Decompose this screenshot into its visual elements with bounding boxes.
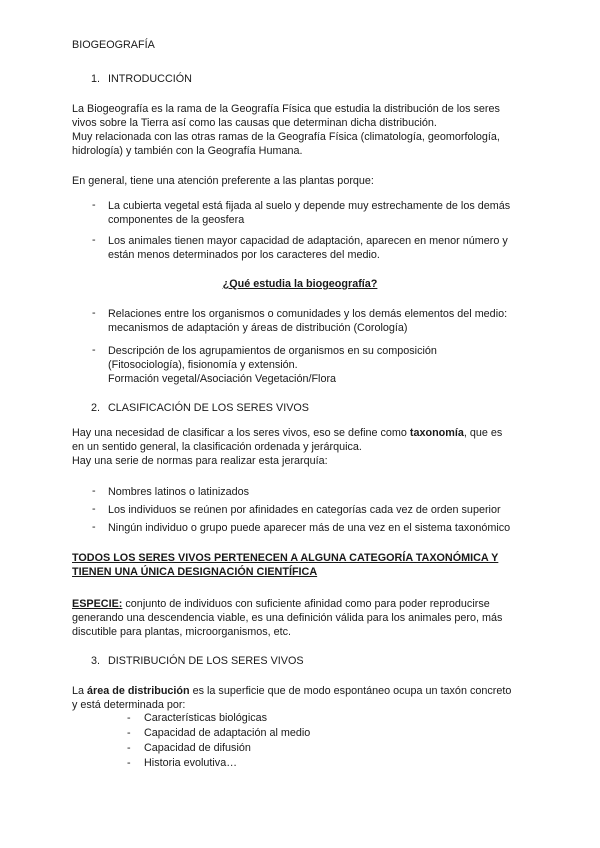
text-run: La xyxy=(72,685,88,697)
list-item-line: Formación vegetal/Asociación Vegetación/Flora xyxy=(108,373,337,385)
text-run: Hay una necesidad de clasificar a los seres vivos, eso se define como xyxy=(72,427,410,439)
text-run: conjunto de individuos con suficiente afinidad como para poder reproducirse xyxy=(122,598,490,610)
bullet-dash: - xyxy=(127,757,131,769)
paragraph-line: hidrología) y también con la Geografía Humana. xyxy=(72,145,303,157)
paragraph-line xyxy=(72,597,490,611)
paragraph-line xyxy=(72,684,511,698)
section-number: 1. xyxy=(91,73,101,85)
bullet-dash: - xyxy=(92,199,96,211)
bold-heading-line: TIENEN UNA ÚNICA DESIGNACIÓN CIENTÍFICA xyxy=(72,566,318,578)
paragraph-line: vivos sobre la Tierra así como las causas que determinan dicha distribución. xyxy=(72,117,437,129)
list-item-line: componentes de la geosfera xyxy=(108,214,245,226)
section-number: 3. xyxy=(91,655,101,667)
bullet-dash: - xyxy=(127,727,131,739)
list-item-line: Los animales tienen mayor capacidad de adaptación, aparecen en menor número y xyxy=(108,235,508,247)
bold-term: área de distribución xyxy=(87,685,190,697)
paragraph-line: en un sentido general, la clasificación ordenada y jerárquica. xyxy=(72,441,362,453)
section-number: 2. xyxy=(91,402,101,414)
list-item-line: Relaciones entre los organismos o comunidades y los demás elementos del medio: xyxy=(108,308,508,320)
list-item-line: Nombres latinos o latinizados xyxy=(108,486,250,498)
bullet-dash: - xyxy=(92,344,96,356)
bullet-dash: - xyxy=(92,503,96,515)
bullet-dash: - xyxy=(127,712,131,724)
bullet-dash: - xyxy=(127,742,131,754)
bullet-dash: - xyxy=(92,485,96,497)
bold-heading-line: TODOS LOS SERES VIVOS PERTENECEN A ALGUNA CATEGORÍA TAXONÓMICA Y xyxy=(72,552,499,564)
list-item: Historia evolutiva… xyxy=(144,757,238,769)
bullet-dash: - xyxy=(92,234,96,246)
paragraph-line: discutible para plantas, microorganismos, etc. xyxy=(72,626,292,638)
list-item-line: Ningún individuo o grupo puede aparecer más de una vez en el sistema taxonómico xyxy=(108,522,511,534)
text-run: , que es xyxy=(463,427,503,439)
list-item-line: (Fitosociología), fisionomía y extensión. xyxy=(108,359,298,371)
list-item-line: están menos determinados por los caracteres del medio. xyxy=(108,249,380,261)
list-item: Capacidad de adaptación al medio xyxy=(144,727,311,739)
paragraph: En general, tiene una atención preferente a las plantas porque: xyxy=(72,175,374,187)
list-item-line: Los individuos se reúnen por afinidades en categorías cada vez de orden superior xyxy=(108,504,501,516)
paragraph-line: y está determinada por: xyxy=(72,699,186,711)
paragraph-line xyxy=(72,426,502,440)
paragraph-line: La Biogeografía es la rama de la Geografía Física que estudia la distribución de los seres xyxy=(72,103,500,115)
list-item-line: mecanismos de adaptación y áreas de distribución (Corología) xyxy=(108,322,408,334)
section-title: CLASIFICACIÓN DE LOS SERES VIVOS xyxy=(108,402,309,414)
list-item: Capacidad de difusión xyxy=(144,742,251,754)
question-heading: ¿Qué estudia la biogeografía? xyxy=(222,278,378,290)
document-title: BIOGEOGRAFÍA xyxy=(72,39,155,51)
list-item: Características biológicas xyxy=(144,712,268,724)
text-run: es la superficie que de modo espontáneo ocupa un taxón concreto xyxy=(189,685,512,697)
paragraph-line: Muy relacionada con las otras ramas de la Geografía Física (climatología, geomorfología, xyxy=(72,131,500,143)
especie-label: ESPECIE: xyxy=(72,598,123,610)
list-item-line: Descripción de los agrupamientos de organismos en su composición xyxy=(108,345,437,357)
bold-term: taxonomía xyxy=(409,427,464,439)
paragraph-line: Hay una serie de normas para realizar esta jerarquía: xyxy=(72,455,328,467)
list-item-line: La cubierta vegetal está fijada al suelo y depende muy estrechamente de los demás xyxy=(108,200,511,212)
section-title: DISTRIBUCIÓN DE LOS SERES VIVOS xyxy=(108,655,304,667)
section-title: INTRODUCCIÓN xyxy=(108,73,192,85)
bullet-dash: - xyxy=(92,307,96,319)
paragraph-line: generando una descendencia viable, es una definición válida para los animales pero, más xyxy=(72,612,503,624)
bullet-dash: - xyxy=(92,521,96,533)
